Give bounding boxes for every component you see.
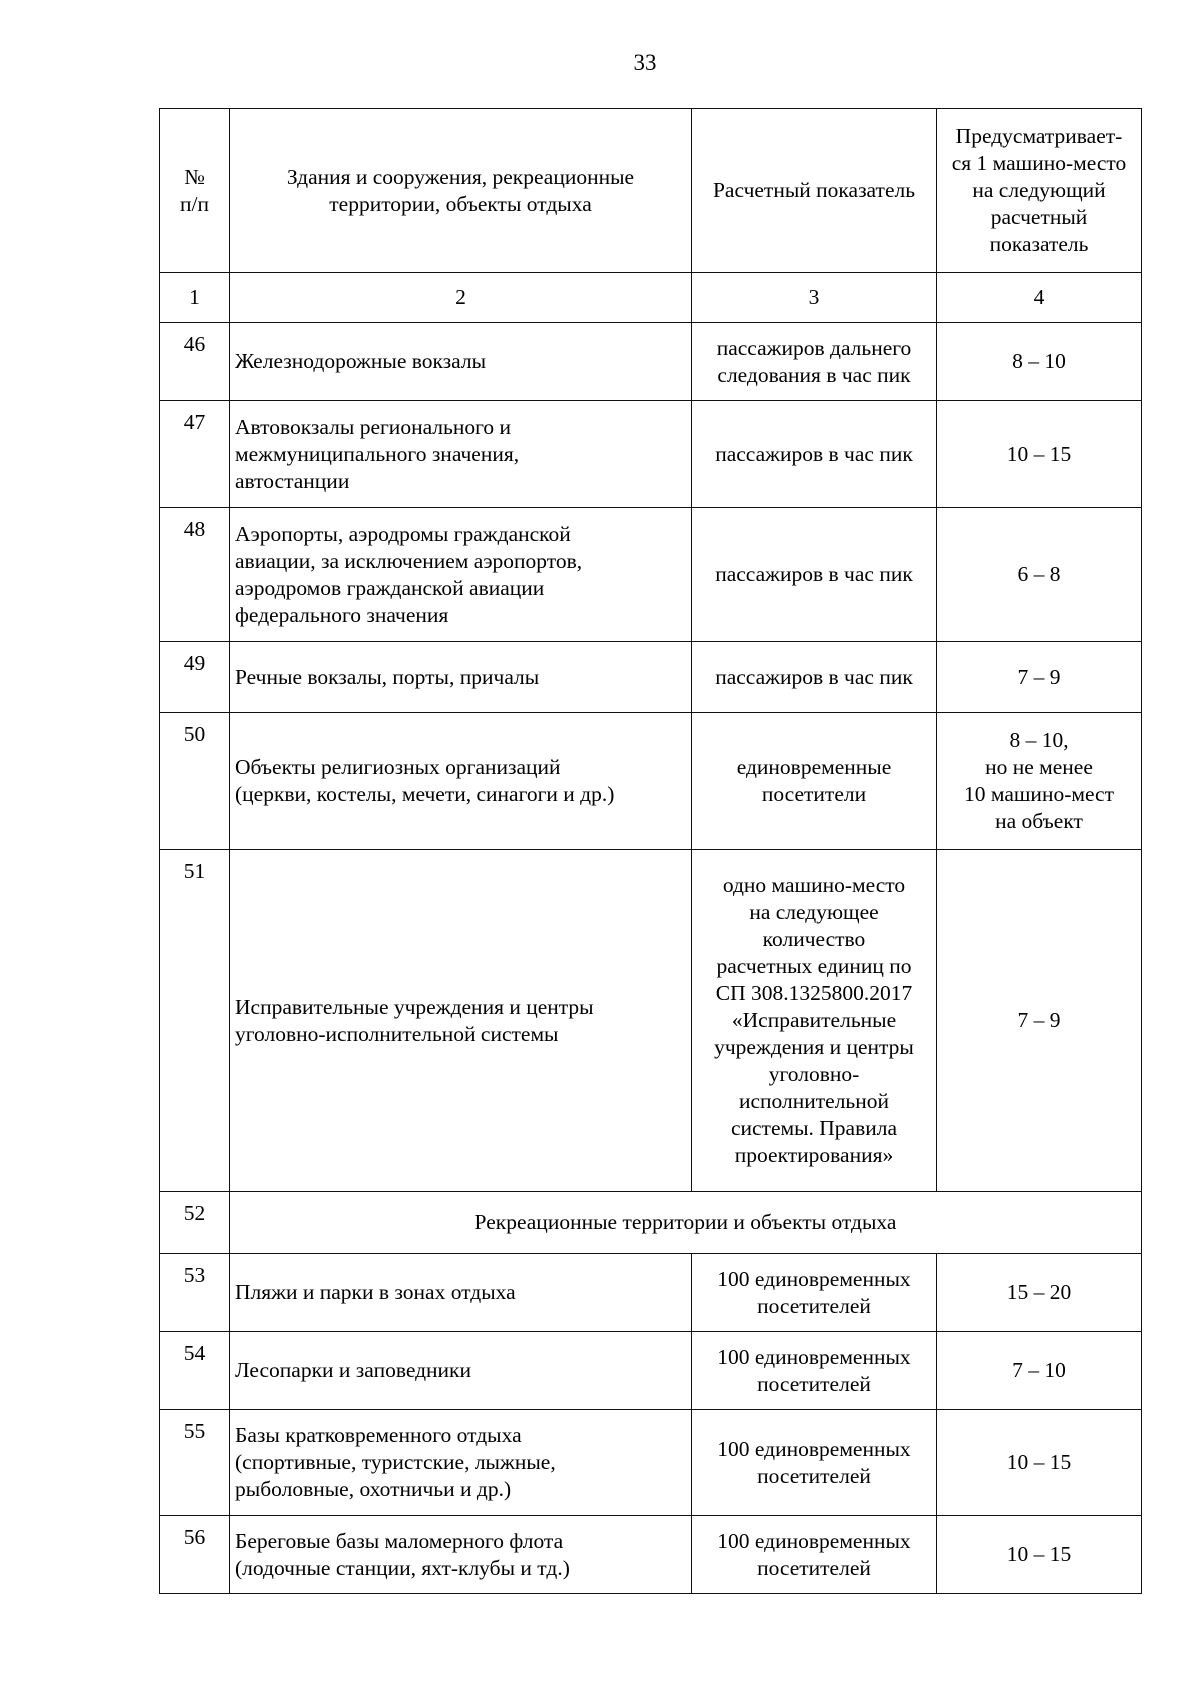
row-number: 55 bbox=[160, 1410, 230, 1516]
row-basis: пассажиров дальнего следования в час пик bbox=[692, 323, 937, 401]
table-header-row bbox=[160, 109, 1142, 273]
row-basis: 100 единовременных посетителей bbox=[692, 1332, 937, 1410]
row-building: Исправительные учреждения и центры уголовно-исполнительной системы bbox=[230, 850, 692, 1192]
row-number: 56 bbox=[160, 1516, 230, 1594]
table-row bbox=[160, 323, 1142, 401]
table-row bbox=[160, 1516, 1142, 1594]
header-parking-ratio: Предусматривает- ся 1 машино-место на следующий расчетный показатель bbox=[937, 109, 1142, 273]
row-basis: 100 единовременных посетителей bbox=[692, 1254, 937, 1332]
row-building: Речные вокзалы, порты, причалы bbox=[230, 642, 692, 713]
column-index: 4 bbox=[937, 273, 1142, 323]
header-basis: Расчетный показатель bbox=[692, 109, 937, 273]
section-row bbox=[160, 1192, 1142, 1254]
row-number: 46 bbox=[160, 323, 230, 401]
header-building: Здания и сооружения, рекреационные территории, объекты отдыха bbox=[230, 109, 692, 273]
column-index: 1 bbox=[160, 273, 230, 323]
row-number: 49 bbox=[160, 642, 230, 713]
row-basis: пассажиров в час пик bbox=[692, 401, 937, 508]
parking-norms-table bbox=[159, 108, 1142, 1594]
table-row bbox=[160, 401, 1142, 508]
row-building: Автовокзалы регионального и межмуниципального значения, автостанции bbox=[230, 401, 692, 508]
table-row bbox=[160, 508, 1142, 642]
column-index: 3 bbox=[692, 273, 937, 323]
row-building: Пляжи и парки в зонах отдыха bbox=[230, 1254, 692, 1332]
row-number: 48 bbox=[160, 508, 230, 642]
row-building: Аэропорты, аэродромы гражданской авиации, за исключением аэропортов, аэродромов гражданской авиации федерального значения bbox=[230, 508, 692, 642]
row-basis: 100 единовременных посетителей bbox=[692, 1516, 937, 1594]
row-basis: пассажиров в час пик bbox=[692, 642, 937, 713]
row-value: 10 – 15 bbox=[937, 1410, 1142, 1516]
table-row bbox=[160, 713, 1142, 850]
row-value: 10 – 15 bbox=[937, 1516, 1142, 1594]
row-basis: 100 единовременных посетителей bbox=[692, 1410, 937, 1516]
table-row bbox=[160, 1332, 1142, 1410]
row-value: 7 – 9 bbox=[937, 850, 1142, 1192]
row-value: 8 – 10 bbox=[937, 323, 1142, 401]
table-row bbox=[160, 850, 1142, 1192]
row-value: 10 – 15 bbox=[937, 401, 1142, 508]
row-basis: одно машино-место на следующее количество расчетных единиц по СП 308.1325800.2017 «Исправительные учреждения и центры уголовно- исполнительной системы. Правила проектирования» bbox=[692, 850, 937, 1192]
row-value: 7 – 9 bbox=[937, 642, 1142, 713]
row-number: 47 bbox=[160, 401, 230, 508]
row-building: Береговые базы маломерного флота (лодочные станции, яхт-клубы и тд.) bbox=[230, 1516, 692, 1594]
table-row bbox=[160, 1410, 1142, 1516]
row-value: 15 – 20 bbox=[937, 1254, 1142, 1332]
page-number: 33 bbox=[633, 50, 657, 75]
row-number: 51 bbox=[160, 850, 230, 1192]
row-building: Железнодорожные вокзалы bbox=[230, 323, 692, 401]
row-value: 8 – 10, но не менее 10 машино-мест на объект bbox=[937, 713, 1142, 850]
table-row bbox=[160, 642, 1142, 713]
header-number: № п/п bbox=[160, 109, 230, 273]
row-value: 7 – 10 bbox=[937, 1332, 1142, 1410]
row-number: 53 bbox=[160, 1254, 230, 1332]
row-building: Лесопарки и заповедники bbox=[230, 1332, 692, 1410]
table-row bbox=[160, 1254, 1142, 1332]
row-number: 54 bbox=[160, 1332, 230, 1410]
section-title: Рекреационные территории и объекты отдыха bbox=[230, 1192, 1142, 1254]
row-basis: пассажиров в час пик bbox=[692, 508, 937, 642]
row-building: Объекты религиозных организаций (церкви, костелы, мечети, синагоги и др.) bbox=[230, 713, 692, 850]
row-basis: единовременные посетители bbox=[692, 713, 937, 850]
row-number: 52 bbox=[160, 1192, 230, 1254]
row-value: 6 – 8 bbox=[937, 508, 1142, 642]
row-number: 50 bbox=[160, 713, 230, 850]
column-index-row bbox=[160, 273, 1142, 323]
column-index: 2 bbox=[230, 273, 692, 323]
row-building: Базы кратковременного отдыха (спортивные, туристские, лыжные, рыболовные, охотничьи и др.) bbox=[230, 1410, 692, 1516]
